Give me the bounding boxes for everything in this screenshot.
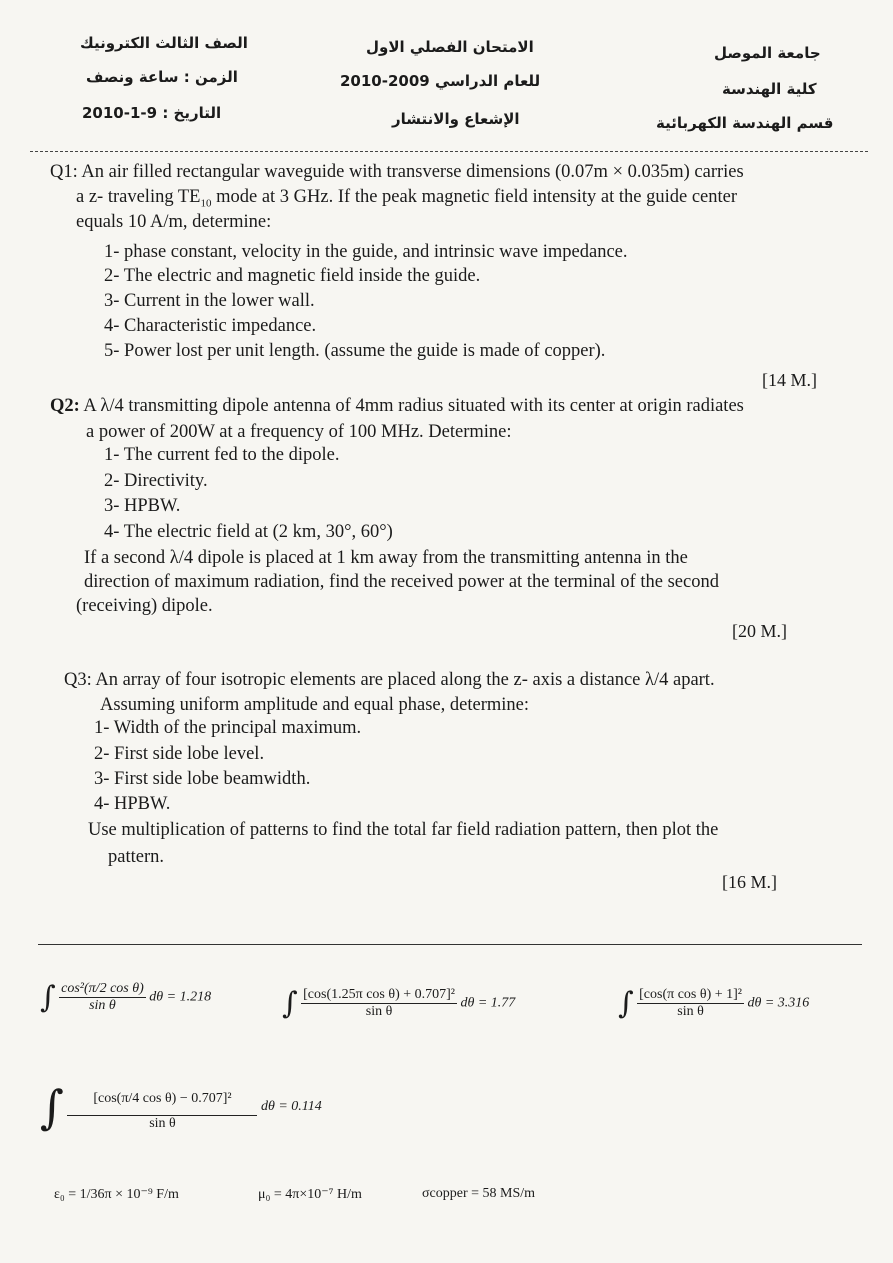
header-department: قسم الهندسة الكهربائية [656, 114, 834, 132]
q1-intro-line-1: An air filled rectangular waveguide with transverse dimensions (0.07m × 0.035m) carries [81, 162, 744, 182]
formula-3 [618, 986, 809, 1021]
formula-2-numerator: [cos(1.25π cos θ) + 0.707]² [303, 987, 455, 1002]
q1-item-1: 1- phase constant, velocity in the guide, and intrinsic wave impedance. [104, 242, 628, 262]
q2-item-2: 2- Directivity. [104, 471, 208, 491]
q2-item-3: 3- HPBW. [104, 496, 181, 516]
header-college: كلية الهندسة [722, 80, 817, 98]
q2-intro-line-1: A λ/4 transmitting dipole antenna of 4mm radius situated with its center at origin radiates [83, 396, 744, 416]
header-duration: الزمن : ساعة ونصف [86, 68, 238, 86]
q3-item-1: 1- Width of the principal maximum. [94, 718, 362, 738]
integral-symbol: ∫ [40, 980, 56, 1015]
q3-item-3: 3- First side lobe beamwidth. [94, 769, 311, 789]
header-class: الصف الثالث الكترونيك [80, 34, 248, 52]
q1-marks: [14 M.] [762, 370, 817, 390]
q3-label: Q3: [64, 670, 92, 690]
q1-item-5: 5- Power lost per unit length. (assume the guide is made of copper). [104, 341, 606, 361]
q1-item-2: 2- The electric and magnetic field inside the guide. [104, 266, 481, 286]
q2-extra-line-1: If a second λ/4 dipole is placed at 1 km away from the transmitting antenna in the [84, 548, 688, 568]
q1-intro-line-3: equals 10 A/m, determine: [76, 212, 272, 232]
q3-item-2: 2- First side lobe level. [94, 744, 265, 764]
q1-mode-subscript: 10 [200, 197, 212, 210]
q1-item-3: 3- Current in the lower wall. [104, 291, 315, 311]
q3-intro-line-2: Assuming uniform amplitude and equal phase, determine: [100, 695, 529, 715]
q2-extra-line-2: direction of maximum radiation, find the received power at the terminal of the second [84, 572, 719, 592]
formula-3-value: dθ = 3.316 [747, 995, 810, 1011]
constant-epsilon: ε₀ = 1/36π × 10⁻⁹ F/m [54, 1187, 179, 1202]
constant-sigma: σcopper = 58 MS/m [422, 1186, 536, 1201]
header-university: جامعة الموصل [714, 44, 821, 62]
q1-intro-line-2a: a z- traveling TE [76, 187, 201, 207]
header-date: التاريخ : 9-1-2010 [82, 104, 222, 122]
q1-label: Q1: [50, 162, 78, 182]
q3-item-4: 4- HPBW. [94, 794, 171, 814]
formula-4-numerator: [cos(π/4 cos θ) − 0.707]² [67, 1083, 257, 1116]
formula-1-value: dθ = 1.218 [149, 989, 212, 1005]
q1-item-4: 4- Characteristic impedance. [104, 316, 317, 336]
header-subject: الإشعاع والانتشار [392, 110, 520, 128]
q1-intro-line-2b: mode at 3 GHz. If the peak magnetic field intensity at the guide center [211, 187, 737, 207]
formula-2-value: dθ = 1.77 [460, 995, 516, 1011]
integral-symbol: ∫ [618, 986, 634, 1021]
formula-4-value: dθ = 0.114 [260, 1099, 322, 1115]
q2-extra-line-3: (receiving) dipole. [76, 596, 213, 616]
formula-3-denominator: sin θ [677, 1004, 704, 1019]
formula-4 [40, 1080, 322, 1134]
formula-1 [40, 980, 211, 1015]
formula-2-denominator: sin θ [365, 1004, 393, 1019]
integral-symbol: ∫ [282, 986, 298, 1021]
formula-2 [282, 986, 515, 1021]
formula-3-numerator: [cos(π cos θ) + 1]² [639, 987, 742, 1002]
q2-item-1: 1- The current fed to the dipole. [104, 445, 340, 465]
q2-intro-line-2: a power of 200W at a frequency of 100 MHz. Determine: [86, 422, 512, 442]
constant-mu: μ₀ = 4π×10⁻⁷ H/m [258, 1187, 362, 1202]
header-divider [30, 151, 868, 152]
q3-marks: [16 M.] [722, 872, 777, 892]
q3-intro-line-1: An array of four isotropic elements are placed along the z- axis a distance λ/4 apart. [95, 670, 715, 690]
integral-symbol: ∫ [40, 1080, 64, 1134]
q3-extra-line-2: pattern. [108, 847, 164, 867]
header-academic-year: للعام الدراسي 2009-2010 [340, 72, 541, 90]
q2-item-4: 4- The electric field at (2 km, 30°, 60°) [104, 522, 393, 542]
header-exam-title: الامتحان الفصلي الاول [366, 38, 534, 56]
q2-marks: [20 M.] [732, 621, 787, 641]
formula-1-denominator: sin θ [89, 998, 116, 1013]
q3-extra-line-1: Use multiplication of patterns to find the total far field radiation pattern, then plot the [88, 820, 719, 840]
formula-1-numerator: cos²(π/2 cos θ) [61, 981, 144, 996]
formula-4-denominator: sin θ [149, 1115, 176, 1131]
q2-label: Q2: [50, 396, 80, 416]
formula-divider [38, 944, 862, 945]
